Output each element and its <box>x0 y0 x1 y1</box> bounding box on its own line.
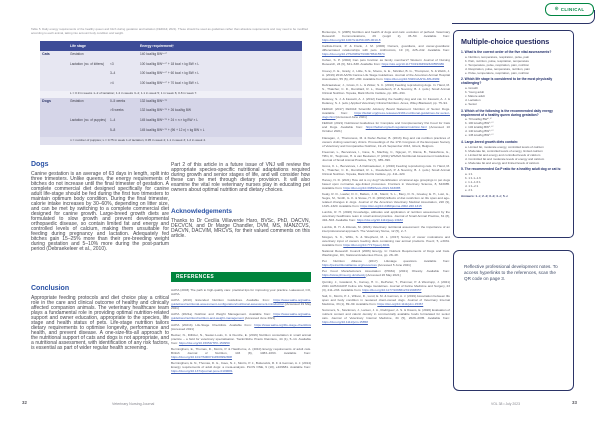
dogs-gestation-sub-2: >5 weeks <box>110 108 124 113</box>
mcq-option: e. 2:1 <box>465 187 473 192</box>
reference-entry <box>322 269 450 277</box>
volume-footer: VOL 38 • July 2023 <box>491 402 520 406</box>
reference-link[interactable]: https://doi.org/10.1371/journal.pone.0109681 <box>171 369 233 374</box>
reference-link[interactable]: https://www.aaha.org/life-stage-checklists <box>254 322 311 327</box>
mcq-question-text: 2. Which life stage is considered to be the most physically challenging? <box>461 77 553 86</box>
reference-text: Pet Food Manufacturers Association (PFMA) (2021) Obesity. Available from: <box>322 269 450 274</box>
reference-accessed: [Accessed 10 October 2021] <box>322 125 450 134</box>
reference-entry <box>322 83 450 95</box>
mcq-question-1 <box>461 50 566 75</box>
mcq-question-text: 5. The recommended Ca:P ratio for a healthy adult dog or cat is: <box>461 167 562 172</box>
table-header-row <box>40 41 302 51</box>
cats-lactation-req-2: 100 kcal/kg BW⁰·⁶⁷ + 60 kcal × kg BW × L <box>140 71 200 76</box>
reference-entry <box>322 249 450 257</box>
mcq-question-text: 1. What is the correct order of the five vital assessments? <box>461 50 552 54</box>
reference-text: Gross, K. L., Becvarova, I. & Debraekeleer, J. (2010) Feeding reproducing cats. In: Hand, M. S., Thatcher, C. D., Remillard, R. L., Roudebush, P. & Novotny, B. J. (eds.) Small Animal Clinical Nutrition. Topeka, Mark Morris Institute, pp. 411–420. <box>322 163 450 176</box>
reference-entry <box>322 210 450 222</box>
reflective-notes-text: Reflective professional development notes. To access hyperlinks to the references, scan the QR code on page 3. <box>464 264 558 281</box>
mcq-option: b. 1:1.1–1.6 <box>465 175 481 180</box>
reference-entry <box>171 361 311 373</box>
reference-text: FEDIAF (2017) FEDIAF Scientific Advisory Board Statement: Nutrition of Senior Dogs. Available from: <box>322 107 450 116</box>
species-label-cats: Cats <box>42 51 50 56</box>
dogs-lactation-req-2: 145 kcal/kg BW⁰·⁷⁵ + (96 + 12 n) × kg BW × L <box>140 128 205 133</box>
reference-link[interactable]: https://doi.org/10.7717/peerj.3031 <box>343 242 390 247</box>
dogs-gestation-req-1: 132 kcal/kg BW⁰·⁷⁵ <box>140 98 167 103</box>
reference-link[interactable]: https://doi.org/10.15654/TPK-150950 <box>178 340 230 345</box>
reference-text: Harvey, N. D. (2021) How old is my dog? Identification of rational age groupings in pet dogs based upon normative age-linked processes. Frontiers in Veterinary Science, 8, 643085. Available from: <box>322 178 450 191</box>
reference-link[interactable]: https://doi.org/10.3389/fvets.2021.643085 <box>343 186 401 191</box>
mcq-option: e. 145 kcal/kg BW⁰·⁶⁷ <box>465 133 494 138</box>
reference-link[interactable]: https://doi.org/10.1007/s11259-005-0010-8 <box>322 38 381 42</box>
cats-gestation-req: 140 kcal/kg BW⁰·⁶⁷ <box>140 51 167 56</box>
mcq-option: d. Controlled fat and moderate levels of energy and calcium <box>465 156 545 161</box>
reference-link[interactable]: https://www.aaha.org/aaha-guidelines/nutrition/nutrition-and-weight-management <box>171 312 311 321</box>
reference-accessed: [Accessed June 2021] <box>335 115 367 120</box>
reference-entry <box>322 107 450 119</box>
reference-entry <box>322 150 450 162</box>
reference-text: Bermingham, E. N., Thomas, D. G., Cave, N. J., Morris, P. J., Butterwick, R. F. & German, A. J. (2014) Energy requirements of adult dogs: a meta-analysis. PLOS ONE, 9 (10), e109681. Available from: <box>171 361 311 370</box>
reference-entry <box>322 44 450 56</box>
mcq-option: c. 1.1–1.6:1 <box>465 179 481 184</box>
mcq-question-text: 4. Large-breed growth diets contain: <box>461 139 518 144</box>
reference-entry <box>171 323 311 331</box>
reference-text: AAHA (2003) The path to high-quality care: practical tips for improving your practice. Lakewood, CO, AAHA. <box>171 288 311 296</box>
reference-link[interactable]: https://doi.org/10.1177/019394502320555386 <box>381 62 445 67</box>
mcq-option: c. 132 kcal/kg BW⁰·⁶⁷ <box>465 125 494 130</box>
left-page-number: 32 <box>22 400 27 405</box>
journal-name-footer: Veterinary Nursing Journal <box>112 402 155 406</box>
reference-accessed: [Accessed 2021] <box>171 326 194 331</box>
reference-entry <box>322 58 450 66</box>
reference-link[interactable]: https://www.aaha.org/aaha-guidelines/nutritional-assessment-configuration/nutritional-assessment-introduction <box>171 298 311 307</box>
reference-text: Lumbis, R. H. & Zdunek, M. (2021) Veterinary nutritional assessment: the importance of an interprofessional approach. The Veterinary Nurse, 12 (5), 2–7. <box>322 224 450 233</box>
mcq-option: e. Pulse, temperature, respiration, pain, nutrition <box>465 70 530 75</box>
reference-text: Debraekeleer, J., Gross, K. L. & Zicker, S. C. (2010) Feeding reproducing dogs. In: Hand, M. S., Thatcher, C. D., Remillard, R. L., Roudebush, P. & Novotny, B. J. (eds.) Small Animal Clinical Nutrition. Topeka, Mark Morris Institute, pp. 281–294. <box>322 82 450 95</box>
reference-entry <box>322 97 450 105</box>
cats-lactation-stage: Lactation (no. of kittens) <box>70 61 105 66</box>
reference-entry <box>322 259 450 267</box>
clinical-icon: ⊕ <box>554 6 559 12</box>
cats-lactation-req-3: 100 kcal/kg BW⁰·⁶⁷ + 70 kcal × kg BW × L <box>140 81 200 86</box>
reference-text: Lumbis, R. H. (2020) Knowledge, attitudes and application of nutrition assessment by the veterinary healthcare team in small animal practice. Journal of Small Animal Practice, 61 (8), 494–503. Available from: <box>322 210 450 223</box>
dogs-footnote: n = number of puppies; L = 0.75 in week 1 of lactation; 0.95 in week 2; 1.1 in week 3; 1.2 in week 4. <box>40 137 302 144</box>
reference-text: Cohen, S. P. (2002) Can pets function as family members? Western Journal of Nursing Research, 24 (6), 621–638. Available from: <box>322 58 450 67</box>
reference-entry <box>171 333 311 345</box>
reference-entry <box>322 164 450 176</box>
mcq-option: c. Temperature, pulse, respiration, pain, nutrition <box>465 62 530 67</box>
mcq-option: d. Respiration, pulse, temperature, nutrition, pain <box>465 66 530 71</box>
references-heading-bar: REFERENCES <box>171 272 311 282</box>
dogs-lactation-stage: Lactation (no. of puppies) <box>70 118 106 123</box>
cats-gestation-stage: Gestation <box>70 51 84 56</box>
reference-entry <box>171 347 311 359</box>
mcq-question-2 <box>461 77 566 106</box>
mcq-option: b. Moderate fat, controlled levels of energy, limited calcium <box>465 148 543 153</box>
references-list-left <box>171 288 311 394</box>
conclusion-heading: Conclusion <box>31 285 70 292</box>
mcq-question-text: 3. Which of the following is the recommended daily energy requirement of a healthy queen during gestation? <box>461 108 553 117</box>
reference-link[interactable]: https://fediaf.org/press-releases/2184-nutritional-guidelines-for-senior-dogs.html <box>322 111 450 120</box>
dogs-lactation-sub-2: 5–8 <box>110 128 116 133</box>
cats-lactation-sub-3: >4 <box>110 81 114 86</box>
reference-text: Delaney, S. J. & Fascetti, A. J. (2012) Feeding the healthy dog and cat. In: Fascetti, A. J. & Delaney, S. J. (eds.) Applied Veterinary Clinical Nutrition. Ames, Wiley-Blackwell, pp. 75–94. <box>322 96 450 105</box>
reference-entry <box>322 192 450 208</box>
reflective-notes-box <box>453 250 574 391</box>
table-5 <box>40 41 302 145</box>
reference-link[interactable]: https://doi.org/10.1111/jvim.15367 <box>377 301 424 306</box>
reference-text: AAHA (2010) Extended Nutrition Guidelines. Available from: <box>171 298 274 303</box>
mcq-option: b. Young adult <box>465 90 485 95</box>
reference-entry <box>322 225 450 233</box>
reference-accessed: [Accessed 19 May 2021] <box>171 302 311 311</box>
reference-text: Kealy, R. D., Lawler, D. F., Ballam, J. M., Mantz, S. L., Biery, D. N., Greeley, E. H., Lust, G., Segre, M., Smith, G. K. & Stowe, H. D. (2002) Effects of diet restriction on life span and age-related changes in dogs. Journal of the American Veterinary Medical Association, 220 (9), 1315–1320. Available from: <box>322 192 450 209</box>
reference-entry <box>171 298 311 310</box>
page-header-rule <box>452 10 595 24</box>
mcq-title: Multiple-choice questions <box>461 37 550 46</box>
references-list-right <box>322 30 450 390</box>
cats-lactation-sub-1: <3 <box>110 61 114 66</box>
reference-accessed: [Accessed 5 June 2021] <box>376 263 411 268</box>
mcq-option: a. 70 kcal/kg BW⁰·⁶⁷ <box>465 117 493 122</box>
reference-text: Freeman, L., Becvarova, I., Cave, N., MacKay, C., Nguyen, P., Rama, B., Takashima, G., Tiffin, R., Tsujimoto, H. & van Beukelen, P. (2011) WSAVA Nutritional Assessment Guidelines. Journal of Small Animal Practice, 52 (7), 385–396. <box>322 149 450 162</box>
cats-lactation-req-1: 100 kcal/kg BW⁰·⁶⁷ + 18 kcal × kg BW × L <box>140 61 200 66</box>
mcq-option: d. 140 kcal/kg BW⁰·⁶⁷ <box>465 129 494 134</box>
table-header-life-stage: Life stage <box>70 44 86 48</box>
conclusion-paragraph: Appropriate feeding protocols and diet choice play a critical role in the care and clinical outcome of healthy and clinically affected companion animals. The veterinary healthcare team plays a fundamental role in providing optimal nutrition-related support and owner education, appropriate to the species, life stage and health status of pets. Life-stage nutrition tailors dietary requirements to optimise longevity, performance and health, and prevent disease. A one-size-fits-all approach to the nutritional support of cats and dogs is not appropriate, and a nutritional assessment, with identification of any risk factors, is essential as part of wider regular health screening. <box>31 295 169 351</box>
species-label-dogs: Dogs <box>42 98 51 103</box>
dogs-section-paragraph: Canine gestation is an average of 63 days in length, split into three trimesters. Unlike queens, the energy requirements of bitches do not increase until the final trimester of gestation. A complete commercial diet designed specifically for canine adult life-stage should be fed during the first two trimesters to maintain optimum body condition. During the final trimester, calorie intake increases by 30–60%, depending on litter size, and can be met by switching to a complete commercial diet designed for canine growth. Large-breed growth diets are formulated to slow growth and prevent developmental orthopaedic disease, so contain limited fat and energy and controlled levels of calcium, making them unsuitable for feeding during pregnancy and lactation. Adequately fed bitches gain 15–25% more than their pre-breeding weight during gestation and 5–10% more during the post-partum period (Debraekeleer et al., 2010). <box>31 171 169 252</box>
reference-text: AAHA (2021b) Life-Stage Checklists. Available from: <box>171 322 255 327</box>
mcq-option: a. 1:1 <box>465 171 473 176</box>
reference-link[interactable]: https://www.pfma.org.uk/obesity <box>322 273 366 278</box>
mcq-option: b. Pain, nutrition, pulse, respiration, temperature <box>465 58 530 63</box>
reference-text: Bermingham, E., Thomas, D., Morris, P. & Hawthorne, A. (2010) Energy requirements of adult cats. British Journal of Nutrition, 103 (8), 1083–1093. Available from: <box>171 346 311 355</box>
dogs-gestation-sub-1: 0–5 weeks <box>110 98 126 103</box>
mcq-question-4 <box>461 140 566 165</box>
dogs-gestation-stage: Gestation <box>70 98 84 103</box>
reference-accessed: [Accessed June 2021] <box>243 316 276 321</box>
reference-text: Pet Nutrition Alliance (2017) Lifestage questions. Available from: <box>322 259 450 264</box>
reference-entry <box>322 178 450 190</box>
mcq-option: b. 100 kcal/kg BW⁰·⁶⁷ <box>465 121 494 126</box>
mcq-option: c. Mature adult <box>465 94 485 99</box>
mcq-option: a. Nutrition, temperature, respiration, pulse, pain <box>465 54 530 59</box>
mcq-question-3 <box>461 109 566 138</box>
reference-link[interactable]: https://doi.org/10.2460/javma.2002.220.1315 <box>360 204 422 209</box>
reference-link[interactable]: https://doi.org/10.1111/jsap.13182 <box>356 218 403 223</box>
reference-text: Creevy, K. E., Grady, J., Little, S. E., Moore, G. E., Strickler, B. G., Thompson, S. & Webb, J. A. (2019) 2019 AAHA Canine Life Stage Guidelines. Journal of the American Animal Hospital Association, 55 (6), 267–290. Available from: <box>322 68 450 81</box>
reference-entry <box>322 30 450 42</box>
reference-accessed: [Accessed 26 May 2021] <box>365 273 401 278</box>
dogs-lactation-req-1: 145 kcal/kg BW⁰·⁷⁵ + 24 × n × kg BW × L <box>140 118 198 123</box>
clinical-tag-label: CLINICAL <box>560 7 585 12</box>
table-dogs-section <box>40 98 302 145</box>
mcq-option: c. Limited fat and energy and controlled levels of calcium <box>465 152 541 157</box>
mcq-option: a. Growth <box>465 86 479 91</box>
mcq-option: e. Moderate fat and energy and limited levels of calcium <box>465 160 540 165</box>
right-page-number: 33 <box>572 400 577 405</box>
acknowledgements-paragraph: Thanks to Dr Cecilia Villaverde Haro, BVSc, PhD, DACVN, DECVCN, and Dr Marge Chandler, DVM, MS, MANZCVS, DACVN, DACVIM, MRCVS, for their valued comments on this article. <box>171 218 310 239</box>
dogs-lactation-sub-1: 1–4 <box>110 118 116 123</box>
dogs-gestation-req-2: 132 kcal/kg BW⁰·⁷⁵ + 26 kcal/kg BW <box>140 108 191 113</box>
reference-text: National Research Council (2006) Energy. In: Nutrient Requirements of Dogs and Cats. Washington, DC, National Academies Press, pp. 28–48. <box>322 249 450 257</box>
part2-paragraph: Part 2 of this article in a future issue of VNJ will review the appropriate species-specific nutritional adaptations required during growth and senior stages of life, and will consider how these can be met through dietary provision. It will also examine the vital role veterinary nurses play in educating pet owners about optimal nutrition and dietary choices. <box>171 162 310 193</box>
table-header-energy: Energy requirement† <box>140 44 174 48</box>
cats-lactation-sub-2: 3–4 <box>110 71 116 76</box>
reference-link[interactable]: https://doi.org/10.2752/089279306785415574 <box>322 52 385 57</box>
reference-link[interactable]: https://doi.org/10.1017/S0007114509992808 <box>171 354 233 359</box>
reference-entry <box>322 235 450 247</box>
reference-text: Bontempo, V. (2005) Nutrition and health of dogs and cats: evolution of petfood. Veterinary Research Communications, 29 (suppl 2), 45–50. Available from: <box>322 30 450 38</box>
reference-text: AAHA (2021a) Nutrition and Weight Management. Available from: <box>171 312 274 317</box>
mcq-option: a. Limited fat, moderate energy, controlled levels of calcium <box>465 144 544 149</box>
reference-entry <box>322 121 450 133</box>
reference-text: FEDIAF (2021) Nutritional Guidelines for Complete and Complementary Pet Food for Cats and Dogs. Available from: <box>322 121 450 130</box>
reference-link[interactable]: https://doi.org/10.1111/jvim.15858 <box>322 319 368 324</box>
reference-entry <box>322 280 450 292</box>
reference-text: Flanagan, J., Thamsness, M. & Kiefer-Hecker, B. (2013) Dog and cat nutrition practices of owners visiting veterinary clinics. Proceedings of the 17th Congress of the European Society of Veterinary and Comparative Nutrition, 19–21 September 2013, Ghent, Belgium. <box>322 135 450 148</box>
reference-text: Salt, C., Morris, P. J., Wilson, D., Lund, E. M. & German, A. J. (2019) Association between life span and body condition in neutered client-owned dogs. Journal of Veterinary Internal Medicine, 33 (1), 89–99. Available from: <box>322 293 450 306</box>
reference-entry <box>171 288 311 296</box>
cats-footnote: L = 0.9 in weeks 1–2 of lactation; 1.2 in weeks 3–4; 1.1 in week 5; 1 in week 6; 0.8 in week 7. <box>40 91 302 98</box>
acknowledgements-heading: Acknowledgements <box>171 208 233 215</box>
reference-text: Morgan, S. K., Willis, S. & Shepherd, M. L. (2017) Survey of owner motivations and veterinary input of owners feeding diets containing raw animal products. PeerJ, 5, e3031. Available from: <box>322 234 450 247</box>
reference-entry <box>322 69 450 81</box>
mcq-option: d. 1:1–2:1 <box>465 183 479 188</box>
reference-link[interactable]: https://petnutritionalliance.org/resources <box>322 263 377 268</box>
reference-entry <box>322 136 450 148</box>
mcq-option: d. Lactation <box>465 98 481 103</box>
reference-entry <box>322 294 450 306</box>
mcq-answers: Answers: 1. c; 2. d; 3. d; 4. c; 5. c <box>461 194 509 199</box>
reference-entry <box>171 312 311 320</box>
dogs-section-heading: Dogs <box>31 161 49 168</box>
mcq-question-5 <box>461 167 566 192</box>
reference-text: Summers, S., Stockman, J., Larsen, J. A., Rodriguez, A. S. & Owens, E. (2020) Evaluation of nutrient content and caloric density in commercially available foods formulated for senior cats. Journal of Veterinary Internal Medicine, 34 (5), 2029–2035. Available from: <box>322 307 450 320</box>
mcq-option: e. Senior <box>465 102 478 107</box>
reference-text: Quimby, J., Gowland, S., Carney, H. C., DePorter, T., Plummer, P. & Westropp, J. (2021) 2021 AAHA/AAFP Feline Life Stage Guidelines. Journal of Feline Medicine and Surgery, 23 (3), 211–233. Available from: <box>322 279 450 292</box>
table-cats-section <box>40 51 302 98</box>
reference-text: Carlisle-Frank, P. & Frank, J. M. (2006) Owners, guardians, and owner-guardians: differentiated relationships with pets. Anthrozoös, 19 (3), 225–242. Available from: <box>322 44 450 53</box>
table-caption: Table 5. Daily energy requirements of the healthy queen and bitch during gestation and lactation (FEDIAF, 2021). These should be used as guidelines rather than absolute requirements and may need to be modified according to each animal, taking into account body condition and weight. <box>31 27 308 35</box>
reference-text: Becker, N., Dillitzer, N., Sauter-Louis, C. & Kienzle, E. (2016) Nutrition consultation in small animal practice – a field for veterinary specialisation. Tierärztliche Praxis Kleintiere, 44 (1), 5–14. Available from: <box>171 332 311 345</box>
reference-entry <box>322 308 450 324</box>
reference-link[interactable]: https://doi.org/10.5326/JAAHA-MS-6999 <box>384 76 440 81</box>
multiple-choice-box <box>453 30 574 238</box>
reference-link[interactable]: https://doi.org/10.1177/1098612X21993657 <box>362 287 422 292</box>
reference-link[interactable]: https://fediaf.org/self-regulation/nutrition.html <box>365 125 427 130</box>
